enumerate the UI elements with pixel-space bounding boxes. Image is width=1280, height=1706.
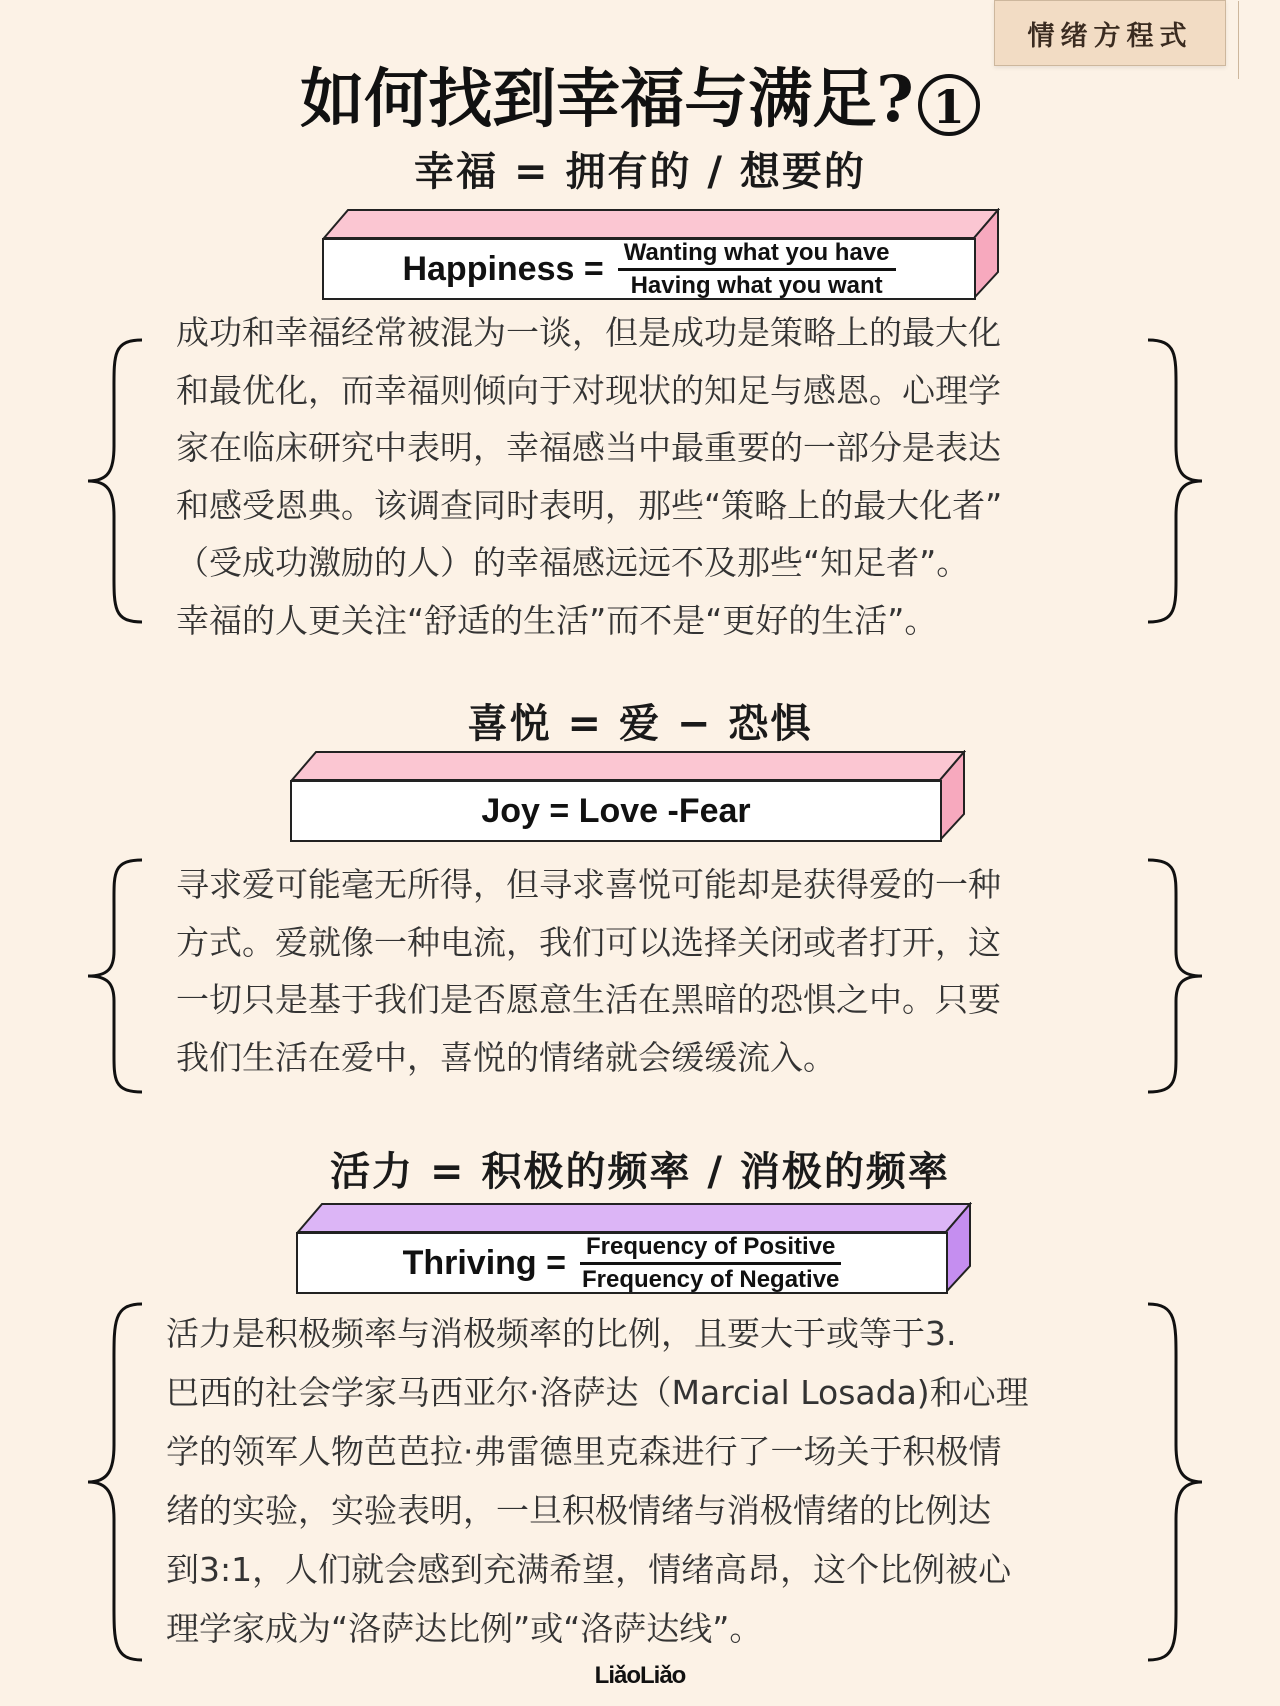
section-3-heading: 活力 = 积极的频率 / 消极的频率	[330, 1149, 950, 1195]
section-3-denominator: Frequency of Negative	[582, 1265, 840, 1293]
section-1-line: （受成功激励的人）的幸福感远远不及那些“知足者”。	[176, 543, 970, 582]
section-2-left-brace	[84, 856, 144, 1096]
section-2-right-brace	[1146, 856, 1206, 1096]
section-1-right-brace	[1146, 336, 1206, 626]
section-2-formula: Joy = Love -Fear	[481, 791, 751, 830]
section-2-line: 一切只是基于我们是否愿意生活在黑暗的恐惧之中。只要	[176, 980, 1001, 1019]
section-1-line: 幸福的人更关注“舒适的生活”而不是“更好的生活”。	[176, 600, 938, 640]
category-tag: 情绪方程式	[994, 0, 1226, 66]
section-3-line: 巴西的社会学家马西亚尔·洛萨达（Marcial Losada)和心理	[166, 1373, 1029, 1412]
page-title	[0, 48, 1280, 140]
section-2-formula-box	[290, 750, 966, 842]
section-1-paragraph	[176, 304, 1126, 649]
section-3-formula-box	[296, 1202, 972, 1294]
section-1-numerator: Wanting what you have	[618, 238, 896, 271]
section-3-numerator: Frequency of Positive	[580, 1232, 841, 1265]
section-2-line: 方式。爱就像一种电流，我们可以选择关闭或者打开，这	[176, 922, 1001, 962]
section-3-line: 到3:1，人们就会感到充满希望，情绪高昂，这个比例被心	[166, 1550, 1012, 1589]
section-3-line: 理学家成为“洛萨达比例”或“洛萨达线”。	[166, 1609, 763, 1648]
title-number-badge: 1	[918, 74, 980, 136]
section-1-line: 和最优化，而幸福则倾向于对现状的知足与感恩。心理学	[176, 370, 1001, 410]
section-1-heading: 幸福 = 拥有的 / 想要的	[414, 149, 866, 195]
page-title-text: 如何找到幸福与满足?	[300, 62, 914, 137]
footer-logo: LiǎoLiǎo	[594, 1662, 686, 1689]
section-1-line: 成功和幸福经常被混为一谈，但是成功是策略上的最大化	[176, 313, 1001, 352]
section-3-formula-left: Thriving =	[402, 1243, 566, 1282]
section-3-line: 学的领军人物芭芭拉·弗雷德里克森进行了一场关于积极情	[166, 1432, 1002, 1471]
section-2-line: 我们生活在爱中，喜悦的情绪就会缓缓流入。	[176, 1037, 836, 1077]
section-1-formula-left: Happiness =	[402, 249, 604, 288]
section-1-line: 家在临床研究中表明，幸福感当中最重要的一部分是表达	[176, 428, 1001, 467]
section-2-paragraph	[176, 856, 1126, 1086]
section-3-left-brace	[84, 1300, 144, 1664]
section-3-right-brace	[1146, 1300, 1206, 1664]
section-3-line: 绪的实验，实验表明，一旦积极情绪与消极情绪的比例达	[166, 1491, 991, 1530]
section-2-heading: 喜悦 = 爱 − 恐惧	[467, 701, 813, 747]
section-1-denominator: Having what you want	[630, 271, 883, 299]
section-3-paragraph	[166, 1304, 1136, 1658]
section-2-line: 寻求爱可能毫无所得，但寻求喜悦可能却是获得爱的一种	[176, 865, 1001, 904]
section-1-left-brace	[84, 336, 144, 626]
section-1-line: 和感受恩典。该调查同时表明，那些“策略上的最大化者”	[176, 485, 1003, 525]
section-1-formula-box	[322, 208, 1000, 300]
section-3-line: 活力是积极频率与消极频率的比例，且要大于或等于3.	[166, 1314, 957, 1353]
